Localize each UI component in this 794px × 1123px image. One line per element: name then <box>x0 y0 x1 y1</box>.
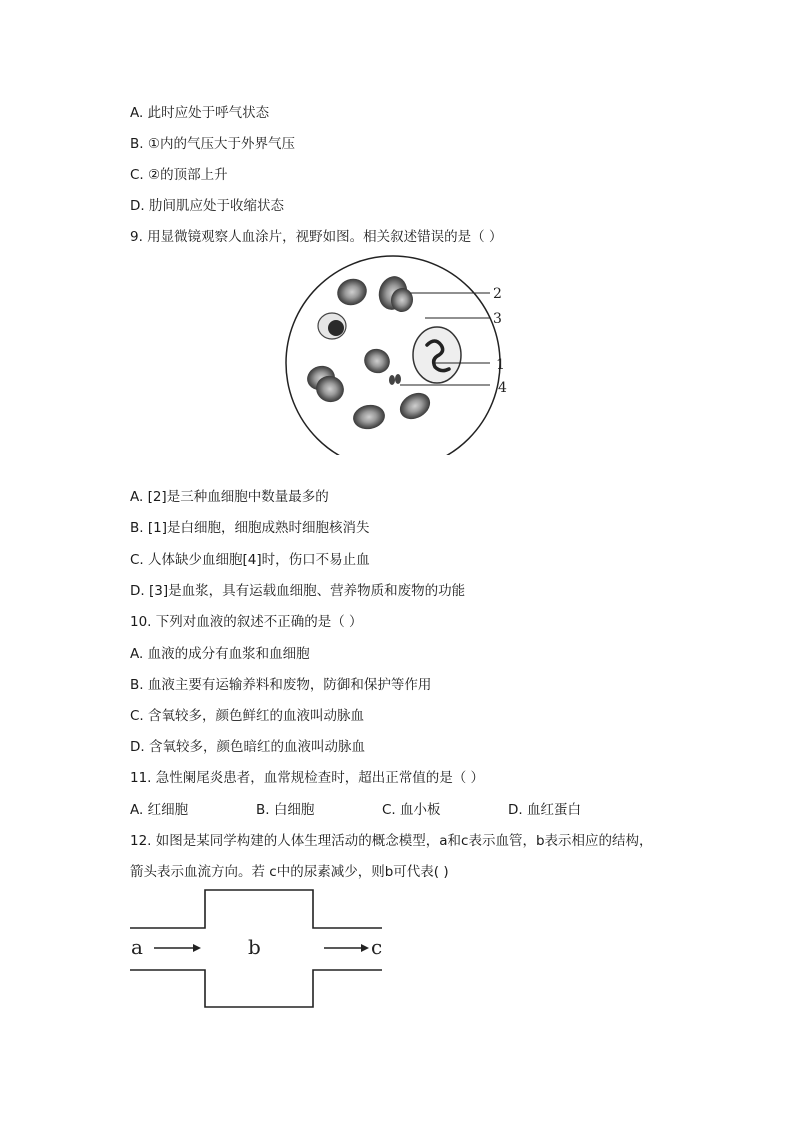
arrow-right-icon <box>154 944 201 952</box>
q11-option-a: A. 红细胞 <box>130 802 189 818</box>
q11-option-b: B. 白细胞 <box>256 802 315 818</box>
blood-smear-figure <box>280 250 520 455</box>
q8-option-b: B. ①内的气压大于外界气压 <box>130 136 295 152</box>
q10-option-b: B. 血液主要有运输养料和废物，防御和保护等作用 <box>130 677 432 693</box>
figure-label-3: 3 <box>493 311 502 327</box>
q10-option-a: A. 血液的成分有血浆和血细胞 <box>130 646 310 662</box>
q9-option-a: A. [2]是三种血细胞中数量最多的 <box>130 489 329 505</box>
q12-stem-line1: 12. 如图是某同学构建的人体生理活动的概念模型，a和c表示血管，b表示相应的结构， <box>130 833 653 849</box>
figure-label-2: 2 <box>493 286 502 302</box>
q8-option-d: D. 肋间肌应处于收缩状态 <box>130 198 284 214</box>
q10-stem: 10. 下列对血液的叙述不正确的是（ ） <box>130 614 363 630</box>
q9-option-d: D. [3]是血浆，具有运载血细胞、营养物质和废物的功能 <box>130 583 466 599</box>
vessel-label-a: a <box>131 935 143 959</box>
white-blood-cell-large <box>413 327 461 383</box>
q9-option-c: C. 人体缺少血细胞[4]时，伤口不易止血 <box>130 552 370 568</box>
q11-option-d: D. 血红蛋白 <box>508 802 581 818</box>
figure-label-1: 1 <box>496 357 505 373</box>
q12-stem-line2: 箭头表示血流方向。若 c中的尿素减少，则b可代表( ) <box>130 864 449 880</box>
structure-label-b: b <box>248 935 261 959</box>
figure-label-4: 4 <box>498 380 507 396</box>
q10-option-c: C. 含氧较多，颜色鲜红的血液叫动脉血 <box>130 708 365 724</box>
q10-option-d: D. 含氧较多，颜色暗红的血液叫动脉血 <box>130 739 365 755</box>
q11-option-c: C. 血小板 <box>382 802 441 818</box>
concept-model-figure <box>125 885 390 1015</box>
q11-stem: 11. 急性阑尾炎患者，血常规检查时，超出正常值的是（ ） <box>130 770 485 786</box>
q9-stem: 9. 用显微镜观察人血涂片，视野如图。相关叙述错误的是（ ） <box>130 229 503 245</box>
white-blood-cell-small <box>318 313 346 339</box>
q8-option-c: C. ②的顶部上升 <box>130 167 228 183</box>
arrow-right-icon <box>324 944 369 952</box>
q8-option-a: A. 此时应处于呼气状态 <box>130 105 270 121</box>
q11-options-row <box>130 801 581 819</box>
q9-option-b: B. [1]是白细胞，细胞成熟时细胞核消失 <box>130 520 370 536</box>
vessel-label-c: c <box>371 935 383 959</box>
